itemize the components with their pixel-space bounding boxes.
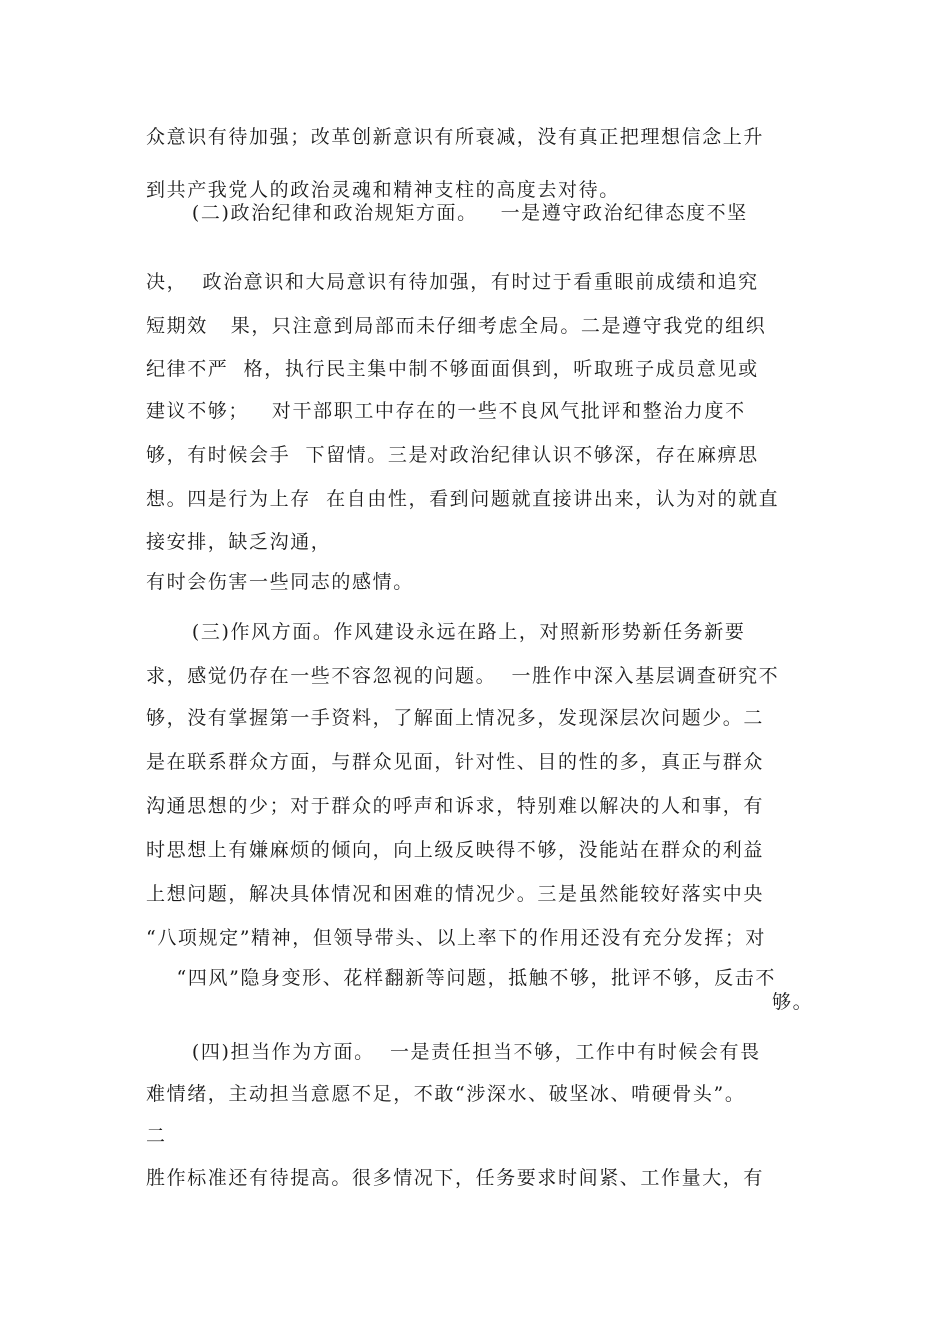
text-line: 众意识有待加强；改革创新意识有所衰减，没有真正把理想信念上升 [146, 126, 765, 148]
text-line: 求，感觉仍存在一些不容忽视的问题。 一胜作中深入基层调查研究不 [146, 665, 780, 687]
text-line: “八项规定”精神，但领导带头、以上率下的作用还没有充分发挥；对 [146, 927, 767, 949]
section-heading-line: (四)担当作为方面。 一是责任担当不够，工作中有时候会有畏 [146, 1041, 761, 1063]
text-line: 够。 [772, 991, 814, 1013]
text-line: 沟通思想的少；对于群众的呼声和诉求，特别难以解决的人和事，有 [146, 795, 765, 817]
text-line: 时思想上有嫌麻烦的倾向，向上级反映得不够，没能站在群众的利益 [146, 839, 765, 861]
text-line: 建议不够； 对干部职工中存在的一些不良风气批评和整治力度不 [146, 400, 746, 422]
text-line: 难情绪，主动担当意愿不足，不敢“涉深水、破坚冰、啃硬骨头”。 [146, 1083, 746, 1105]
section-heading-line: (三)作风方面。作风建设永远在路上，对照新形势新任务新要 [146, 621, 746, 643]
text-line: 二 [146, 1125, 167, 1147]
text-line: 接安排，缺乏沟通， [146, 531, 332, 553]
text-line: 纪律不严 格，执行民主集中制不够面面俱到，听取班子成员意见或 [146, 358, 759, 380]
text-line: 有时会伤害一些同志的感情。 [146, 571, 414, 593]
text-line: 上想问题，解决具体情况和困难的情况少。三是虽然能较好落实中央 [146, 883, 765, 905]
text-line: 是在联系群众方面，与群众见面，针对性、目的性的多，真正与群众 [146, 751, 765, 773]
text-line: 胜作标准还有待提高。很多情况下，任务要求时间紧、工作量大，有 [146, 1167, 765, 1189]
text-line: 想。四是行为上存 在自由性，看到问题就直接讲出来，认为对的就直 [146, 488, 780, 510]
text-line: “四风”隐身变形、花样翻新等问题，抵触不够，批评不够，反击不 [146, 967, 776, 989]
text-line: 够，有时候会手 下留情。三是对政治纪律认识不够深，存在麻痹思 [146, 444, 759, 466]
text-line: 决， 政治意识和大局意识有待加强，有时过于看重眼前成绩和追究 [146, 271, 759, 293]
text-line: 到共产我党人的政治灵魂和精神支柱的高度去对待。 [146, 179, 620, 201]
section-heading-line: (二)政治纪律和政治规矩方面。 一是遵守政治纪律态度不坚 [146, 202, 748, 224]
text-line: 短期效 果，只注意到局部而未仔细考虑全局。二是遵守我党的组织 [146, 315, 767, 337]
text-line: 够，没有掌握第一手资料，了解面上情况多，发现深层次问题少。二 [146, 707, 765, 729]
